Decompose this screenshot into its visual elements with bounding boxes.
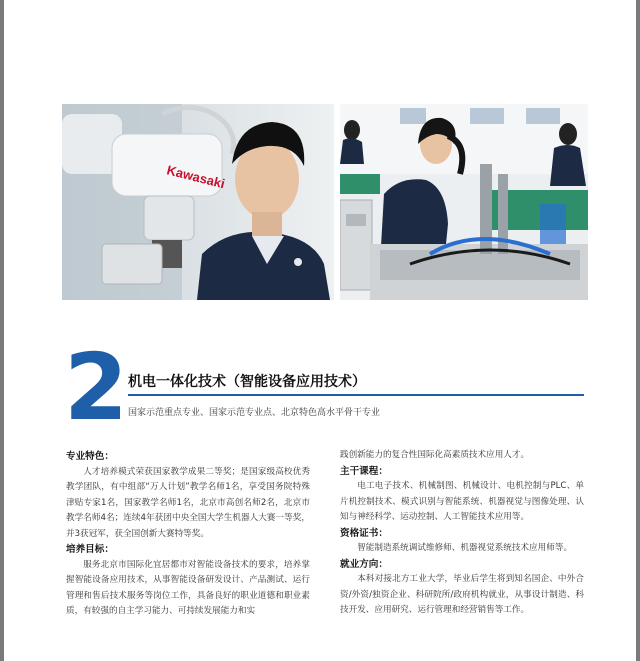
employment-text: 本科对接北方工业大学，毕业后学生将到知名国企、中外合资/外资/独资企业、科研院所/政府机构就业，从事设计制造、科技开发、应用研究、运行管理和经营销售等工作。 bbox=[340, 574, 584, 615]
section-title: 机电一体化技术（智能设备应用技术） bbox=[128, 374, 366, 390]
courses-heading: 主干课程： bbox=[340, 465, 388, 477]
certificates-heading: 资格证书： bbox=[340, 527, 388, 539]
goals-text: 服务北京市国际化宜居都市对智能设备技术的要求，培养掌握智能设备应用技术，从事智能设备研发设计、产品测试、运行管理和售后技术服务等岗位工作，具备良好的职业道德和职业素质，有较强的自主学习能力、可持续发展能力和实 bbox=[66, 559, 310, 616]
courses-text: 电工电子技术、机械制图、机械设计、电机控制与PLC、单片机控制技术、模式识别与智能系统、机器视觉与图像处理、认知与神经科学、运动控制、人工智能技术应用等。 bbox=[340, 481, 584, 522]
photo-student-robot bbox=[62, 104, 334, 300]
certificates-text: 智能制造系统调试维修师、机器视觉系统技术应用师等。 bbox=[357, 543, 573, 553]
goals-heading: 培养目标： bbox=[66, 544, 114, 555]
right-column bbox=[340, 448, 584, 619]
left-column bbox=[66, 449, 310, 620]
features-text: 人才培养模式荣获国家教学成果二等奖；是国家级高校优秀教学团队，有中组部“万人计划”教学名师1名，享受国务院特殊津贴专家1名，国家教学名师1名，北京市高创名师2名，北京市教学名师4名；连续4年获团中央全国大学生机器人大赛一等奖，并3获冠军，获全国创新大赛特等奖。 bbox=[66, 466, 310, 539]
section-subtitle: 国家示范重点专业、国家示范专业点、北京特色高水平骨干专业 bbox=[128, 408, 381, 418]
robot-brand-label: Kawasaki bbox=[165, 162, 227, 192]
features-heading: 专业特色： bbox=[66, 451, 114, 462]
title-underline bbox=[128, 394, 584, 396]
lab-photo-illustration bbox=[340, 104, 588, 300]
photo-lab-workstation bbox=[340, 104, 588, 300]
goals-text-continued: 践创新能力的复合性国际化高素质技术应用人才。 bbox=[340, 450, 530, 460]
robot-photo-illustration bbox=[62, 104, 334, 300]
brochure-page bbox=[4, 0, 636, 661]
employment-heading: 就业方向： bbox=[340, 558, 388, 570]
section-number: 2 bbox=[64, 334, 127, 441]
